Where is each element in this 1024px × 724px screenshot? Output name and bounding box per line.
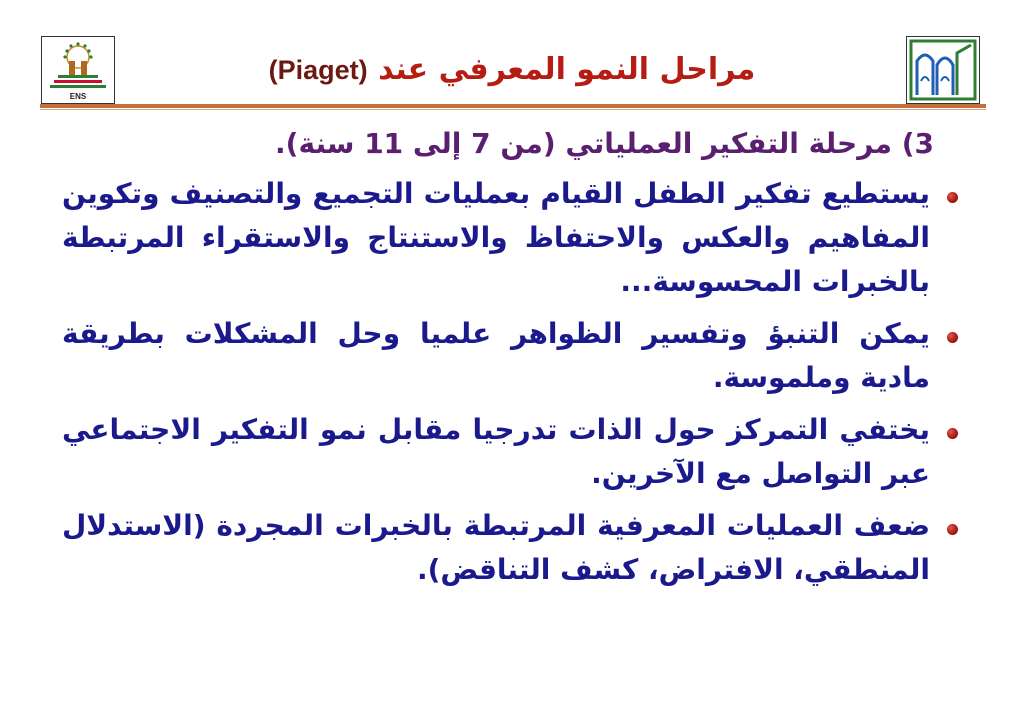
slide-body <box>62 122 962 600</box>
ens-logo-text: ENS <box>69 92 87 101</box>
bullet-list <box>62 172 962 592</box>
title-divider-thin <box>40 109 986 110</box>
bullet-text: يمكن التنبؤ وتفسير الظواهر علميا وحل المشكلات بطريقة مادية وملموسة. <box>62 317 930 394</box>
bullet-icon <box>947 192 958 203</box>
bullet-text: ضعف العمليات المعرفية المرتبطة بالخبرات المجردة (الاستدلال المنطقي، الافتراض، كشف التناقض). <box>62 509 930 586</box>
page-title-latin: (Piaget) <box>268 55 368 85</box>
ens-logo <box>41 36 115 104</box>
bullet-icon <box>947 524 958 535</box>
bullet-item <box>62 172 962 304</box>
institution-logo-icon <box>907 37 979 103</box>
institution-logo <box>906 36 980 104</box>
bullet-item <box>62 312 962 400</box>
title-divider <box>40 104 986 108</box>
bullet-item <box>62 408 962 496</box>
bullet-icon <box>947 428 958 439</box>
page-title <box>140 42 884 98</box>
section-heading: 3) مرحلة التفكير العملياتي (من 7 إلى 11 سنة). <box>275 127 934 160</box>
ens-logo-icon <box>42 37 114 93</box>
bullet-icon <box>947 332 958 343</box>
bullet-text: يستطيع تفكير الطفل القيام بعمليات التجميع والتصنيف وتكوين المفاهيم والعكس والاحتفاظ والاستنتاج والاستقراء المرتبطة بالخبرات المحسوسة... <box>62 177 930 298</box>
page-title-arabic: مراحل النمو المعرفي عند <box>378 52 756 87</box>
bullet-item <box>62 504 962 592</box>
bullet-text: يختفي التمركز حول الذات تدرجيا مقابل نمو التفكير الاجتماعي عبر التواصل مع الآخرين. <box>62 413 930 490</box>
